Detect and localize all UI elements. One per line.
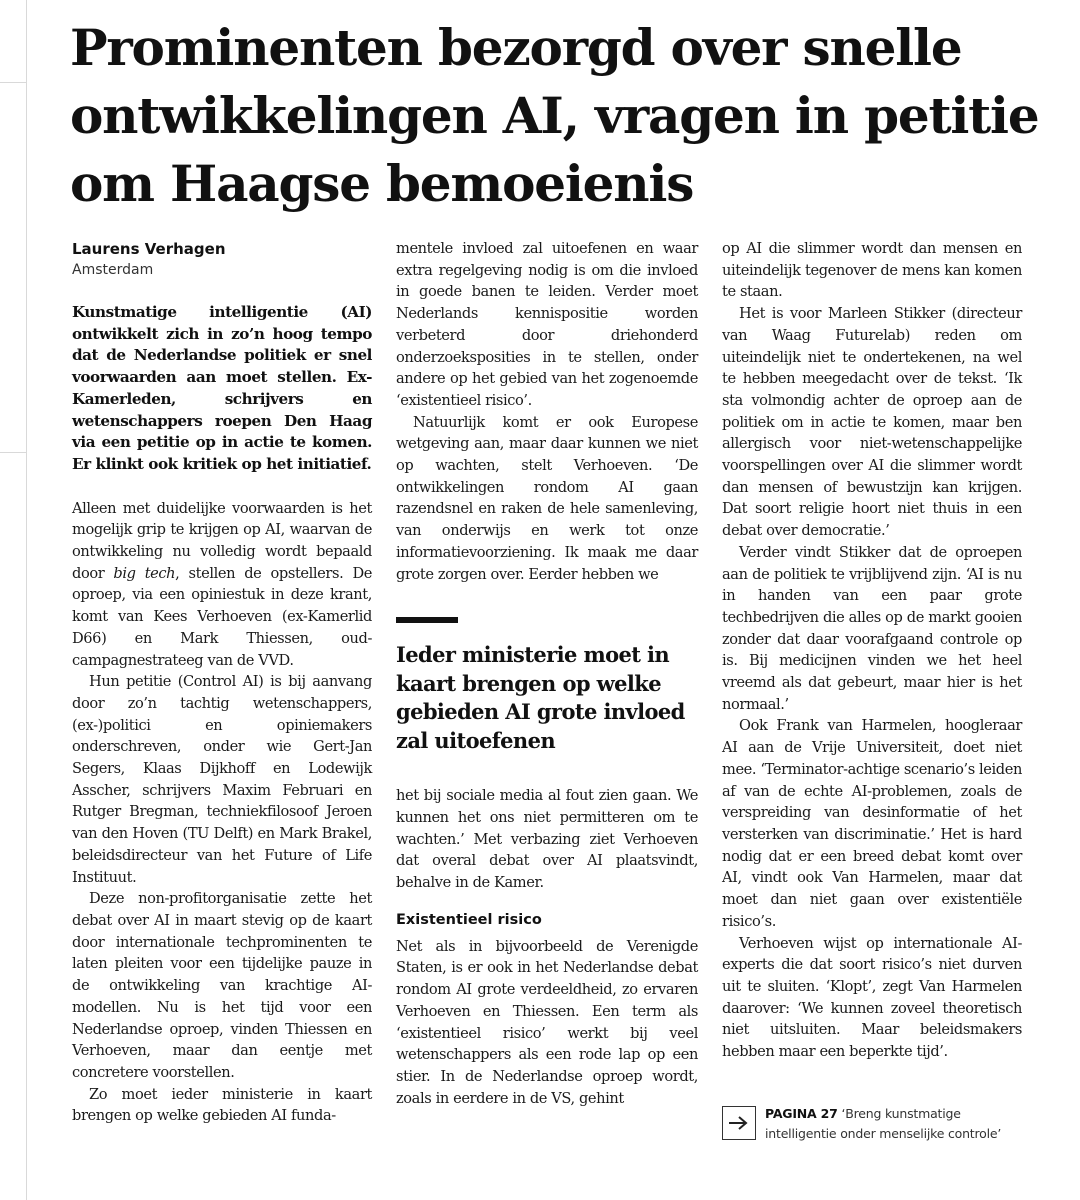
- pullquote-rule: [396, 617, 458, 623]
- body-paragraph: Verder vindt Stikker dat de oproepen aan de politiek te vrijblijvend zijn. ‘AI is nu in handen van een paar grote techbedrijven die alles op de markt gooien zonder dat daar voorafgaand controle op is. Bij medicijnen vinden we het heel vreemd als dat gebeurt, maar hier is het normaal.’: [722, 543, 1022, 713]
- body-paragraph: Zo moet ieder ministerie in kaart brengen op welke gebieden AI funda-: [72, 1085, 372, 1125]
- pullquote-text: Ieder ministerie moet in kaart brengen op welke gebieden AI grote invloed zal uitoefenen: [396, 642, 685, 753]
- body-emphasis: big tech: [113, 564, 176, 582]
- body-paragraph: Deze non-profitorganisatie zette het debat over AI in maart stevig op de kaart door internationale techprominenten te laten pleiten voor een tijdelijke pauze in de ontwikkeling van krachtige AI-modellen. Nu is het tijd voor een Nederlandse oproep, vinden Thiessen en Verhoeven, maar dan eentje met concretere voorstellen.: [72, 890, 372, 1081]
- page-reference: [722, 1104, 1032, 1144]
- page-margin-line: [26, 0, 27, 1200]
- byline-author: Laurens Verhagen: [72, 240, 226, 258]
- body-paragraph: Hun petitie (Control AI) is bij aanvang door zo’n tachtig wetenschappers, (ex-)politici en opiniemakers onderschreven, onder wie Gert-Jan Segers, Klaas Dijkhoff en Lodewijk Asscher, schrijvers Maxim Februari en Rutger Bregman, techniekfilosoof Jeroen van den Hoven (TU Delft) en Mark Brakel, beleidsdirecteur van het Future of Life Instituut.: [72, 673, 372, 886]
- article-lead: Kunstmatige intelligentie (AI) ontwikkelt zich in zo’n hoog tempo dat de Nederlandse politiek er snel voorwaarden aan moet stellen. Ex-Kamerleden, schrijvers en wetenschappers roepen Den Haag via een petitie op in actie te komen. Er klinkt ook kritiek op het initiatief.: [72, 303, 372, 473]
- body-paragraph: het bij sociale media al fout zien gaan. We kunnen het ons niet permitteren om te wachten.’ Met verbazing ziet Verhoeven dat overal debat over AI plaatsvindt, behalve in de Kamer.: [396, 787, 698, 892]
- body-paragraph: Ook Frank van Harmelen, hoogleraar AI aan de Vrije Universiteit, doet niet mee. ‘Terminator-achtige scenario’s leiden af van de echte AI-problemen, zoals de verspreiding van desinformatie of het versterken van discriminatie.’ Het is hard nodig dat er een breed debat komt over AI, vindt ook Van Harmelen, maar dat moet dan niet gaan over existentiële risico’s.: [722, 717, 1022, 930]
- margin-tick: [0, 82, 26, 83]
- body-paragraph: Het is voor Marleen Stikker (directeur van Waag Futurelab) reden om uiteindelijk niet te ondertekenen, na wel te hebben meegedacht over de tekst. ‘Ik sta volmondig achter de oproep aan de politiek om in actie te komen, maar ben allergisch voor niet-wetenschappelijke voorspellingen over AI die slimmer wordt dan mensen of bewustzijn kan krijgen. Dat soort religie hoort niet thuis in een debat over democratie.’: [722, 305, 1022, 540]
- body-paragraph: Net als in bijvoorbeeld de Verenigde Staten, is er ook in het Nederlandse debat rondom AI grote verdeeldheid, zo ervaren Verhoeven en Thiessen. Een term als ‘existentieel risico’ werkt bij veel wetenschappers als een rode lap op een stier. In de Nederlandse oproep wordt, zoals in eerdere in de VS, gehint: [396, 937, 698, 1107]
- body-paragraph: Natuurlijk komt er ook Europese wetgeving aan, maar daar kunnen we niet op wachten, stelt Verhoeven. ‘De ontwikkelingen rondom AI gaan razendsnel en raken de hele samenleving, van onderwijs en werk tot onze informatievoorziening. Ik maak me daar grote zorgen over. Eerder hebben we: [396, 413, 698, 583]
- body-paragraph: Verhoeven wijst op internationale AI-experts die dat soort risico’s niet durven uit te sluiten. ‘Klopt’, zegt Van Harmelen daarover: ‘We kunnen zoveel theoretisch niet uitsluiten. Maar beleidsmakers hebben maar een beperkte tijd’.: [722, 934, 1022, 1061]
- pullquote-block: [396, 617, 698, 755]
- byline-location: Amsterdam: [72, 262, 154, 278]
- margin-tick: [0, 452, 26, 453]
- article-column-3: [722, 238, 1022, 1063]
- body-text: , stellen de opstellers. De oproep, via een opiniestuk in deze krant, komt van Kees Verhoeven (ex-Kamerlid D66) en Mark Thiessen, oud-campagnestrateeg van de VVD.: [72, 564, 372, 669]
- body-paragraph: [72, 498, 372, 672]
- body-text: Alleen met duidelijke voorwaarden is het mogelijk grip te krijgen op AI, waarvan de ontwikkeling nu volledig wordt bepaald door: [72, 499, 372, 582]
- page-reference-label: PAGINA 27: [765, 1106, 838, 1121]
- body-paragraph: op AI die slimmer wordt dan mensen en uiteindelijk tegenover de mens kan komen te staan.: [722, 240, 1022, 301]
- body-paragraph: mentele invloed zal uitoefenen en waar extra regelgeving nodig is om die invloed in goede banen te leiden. Verder moet Nederlands kennispositie worden verbeterd door driehonderd onderzoeksposities in te stellen, onder andere op het gebied van het zogenoemde ‘existentieel risico’.: [396, 240, 698, 409]
- page-reference-text: [765, 1104, 1032, 1144]
- article-column-2: [396, 238, 698, 1109]
- arrow-right-icon: [722, 1106, 756, 1140]
- article-column-1: [72, 238, 372, 1127]
- page-reference-title: ‘Breng kunstmatige intelligentie onder menselijke controle’: [765, 1106, 1002, 1141]
- section-subhead: Existentieel risico: [396, 911, 542, 928]
- article-headline: Prominenten bezorgd over snelle ontwikkelingen AI, vragen in petitie om Haagse bemoeienis: [70, 18, 1039, 213]
